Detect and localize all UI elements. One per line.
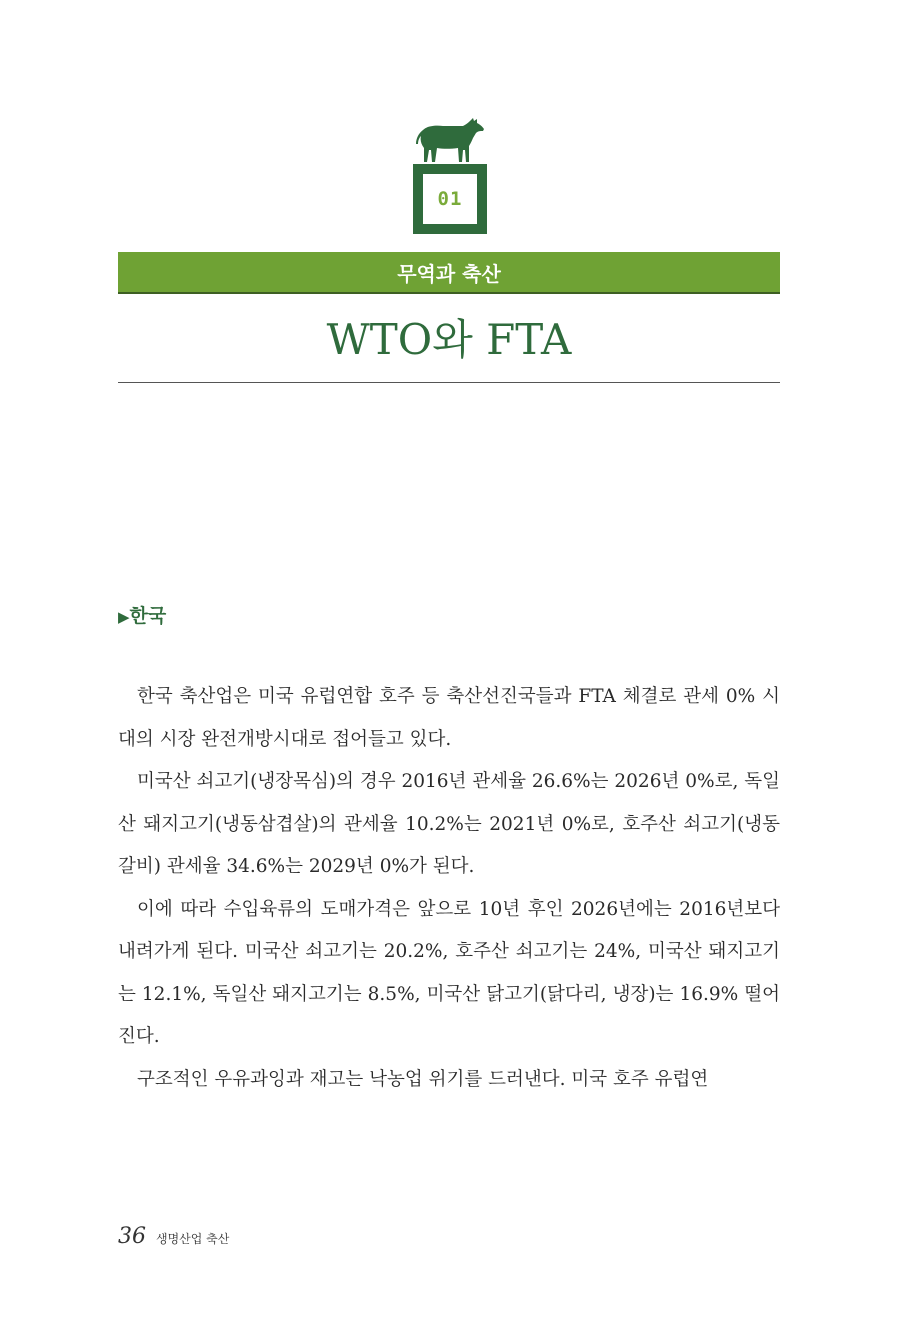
- chapter-number-box: [413, 164, 487, 234]
- paragraph: 구조적인 우유과잉과 재고는 낙농업 위기를 드러낸다. 미국 호주 유럽연: [137, 1068, 709, 1090]
- cow-icon: [413, 116, 487, 168]
- paragraph: 미국산 쇠고기(냉장목심)의 경우 2016년 관세율 26.6%는 2026년 0%로, 독일산 돼지고기(냉동삼겹살)의 관세율 10.2%는 2021년 0%로, 호주산 쇠고기(냉동갈비) 관세율 34.6%는 2029년 0%가 된다.: [118, 771, 780, 877]
- page-title: WTO와 FTA: [326, 315, 572, 364]
- page-footer: [118, 1224, 229, 1249]
- chapter-emblem: [413, 116, 487, 234]
- title-divider: [118, 382, 780, 383]
- section-bar: [118, 252, 780, 294]
- body-text: [118, 676, 780, 1101]
- subheading-text: 한국: [129, 605, 167, 627]
- paragraph: 이에 따라 수입육류의 도매가격은 앞으로 10년 후인 2026년에는 2016년보다 내려가게 된다. 미국산 쇠고기는 20.2%, 호주산 쇠고기는 24%, 미국산 돼지고기는 12.1%, 독일산 돼지고기는 8.5%, 미국산 닭고기(닭다리, 냉장)는 16.9% 떨어진다.: [118, 898, 780, 1047]
- chapter-number: 01: [437, 188, 463, 210]
- triangle-marker-icon: ▶: [118, 608, 130, 626]
- page-number: 36: [118, 1224, 146, 1249]
- paragraph: 한국 축산업은 미국 유럽연합 호주 등 축산선진국들과 FTA 체결로 관세 0% 시대의 시장 완전개방시대로 접어들고 있다.: [118, 686, 780, 750]
- section-label: 무역과 축산: [397, 261, 501, 286]
- book-title: 생명산업 축산: [156, 1232, 230, 1246]
- chapter-number-inner: [423, 174, 477, 224]
- subheading: [118, 601, 166, 628]
